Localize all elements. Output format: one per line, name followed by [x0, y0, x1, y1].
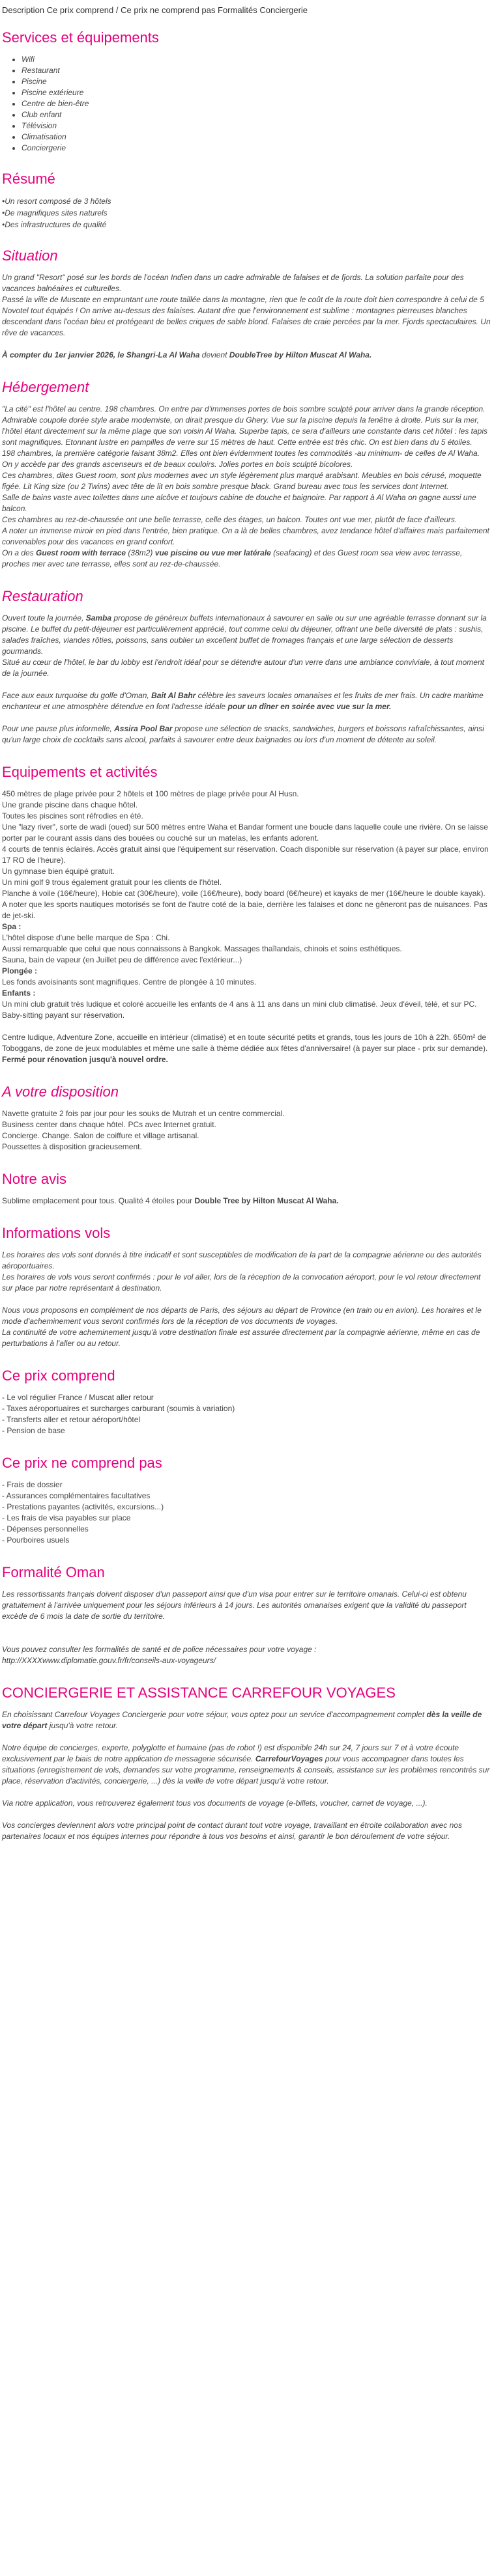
- text-part: Samba: [85, 613, 112, 623]
- spa-line: Sauna, bain de vapeur (en Juillet peu de différence avec l'extérieur...): [2, 955, 242, 964]
- ne-comprend-title: Ce prix ne comprend pas: [2, 1455, 162, 1471]
- disposition-line: Navette gratuite 2 fois par jour pour les souks de Mutrah et un centre commercial.: [2, 1109, 285, 1118]
- ne-comprend-list: [2, 1479, 492, 1546]
- hebergement-line: A noter un immense miroir en pied dans l'entrée, bien pratique. On a là de belles chambres, avez tendance hôtel d'affaires mais parfaitement convenables pour des vacances en grand confort.: [2, 526, 489, 546]
- text-part: Guest room with terrace: [36, 548, 126, 557]
- text-part: Assira Pool Bar: [114, 724, 173, 733]
- equipement-line: Planche à voile (16€/heure), Hobie cat (30€/heure), voile (16€/heure), body board (6€/heure) et kayaks de mer (16€/heure le double kayak).: [2, 889, 486, 898]
- formalite-paragraph: Vous pouvez consulter les formalités de santé et de police nécessaires pour votre voyage :: [2, 1645, 317, 1654]
- conciergerie-paragraph: Vos concierges deviennent alors votre principal point de contact durant tout votre voyage, travaillant en étroite collaboration avec nos partenaires locaux et nos équipes internes pour répondre à tous vos besoins et ainsi, garantir le bon déroulement de votre séjour.: [2, 1821, 462, 1841]
- service-item: • Wifi: [22, 54, 492, 65]
- service-item: • Centre de bien-être: [22, 98, 492, 109]
- text-part: pour un dîner en soirée avec vue sur la mer.: [227, 702, 392, 711]
- vols-paragraph: Les horaires des vols sont donnés à titre indicatif et sont susceptibles de modification de la part de la compagnie aérienne ou des autorités aéroportuaires.: [2, 1250, 482, 1270]
- text-part: Ouvert toute la journée,: [2, 613, 86, 623]
- service-item: • Piscine extérieure: [22, 87, 492, 98]
- hebergement-title: Hébergement: [2, 379, 89, 395]
- equipements-title: Equipements et activités: [2, 764, 158, 780]
- formalite-section: [2, 1564, 492, 1666]
- text-part: propose de généreux buffets internationaux à savourer en salle ou sur une agréable terrasse donnant sur la piscine. Le buffet du petit-déjeuner est particulièrement apprécié, tout comme celui du déjeuner, offrant une belle diversité de plats : sushis, salades fraîches, viandes rôties, poissons, sans oublier un excellent buffet de fromages français et une large sélection de desserts gourmands.: [2, 613, 487, 656]
- situation-paragraph: Un grand "Resort" posé sur les bords de l'océan Indien dans un cadre admirable de falaises et de fjords. La solution parfaite pour des vacances balnéaires et culturelles.: [2, 273, 464, 293]
- disposition-line: Business center dans chaque hôtel. PCs avec Internet gratuit.: [2, 1120, 216, 1129]
- services-list: [2, 54, 492, 154]
- disposition-line: Concierge. Change. Salon de coiffure et village artisanal.: [2, 1131, 199, 1140]
- ne-comprend-item: - Les frais de visa payables sur place: [2, 1513, 131, 1522]
- vols-title: Informations vols: [2, 1225, 111, 1241]
- enfants-line: Un mini club gratuit très ludique et coloré accueille les enfants de 4 ans à 11 ans dans un mini club climatisé. Jeux d'éveil, télé, et sur PC.: [2, 1000, 477, 1009]
- service-item: • Club enfant: [22, 109, 492, 120]
- text-part: jusqu'à votre retour.: [47, 1721, 118, 1730]
- hebergement-line: 198 chambres, la première catégorie faisant 38m2. Elles ont bien évidemment toutes les commodités -au minimum- de celles de Al Waha. On y accède par des grands ascenseurs et de beaux couloirs. Jolies portes en bois sculpté bicolores.: [2, 449, 480, 469]
- resume-item: • Un resort composé de 3 hôtels: [2, 195, 492, 207]
- tab-description[interactable]: Description: [2, 5, 45, 15]
- spa-line: L'hôtel dispose d'une belle marque de Spa : Chi.: [2, 933, 170, 942]
- formalite-title: Formalité Oman: [2, 1564, 105, 1580]
- resume-item: • Des infrastructures de qualité: [2, 219, 492, 231]
- resume-list: [2, 195, 492, 231]
- service-item: • Télévision: [22, 120, 492, 132]
- text-part: Sublime emplacement pour tous. Qualité 4 étoiles pour: [2, 1196, 195, 1205]
- hebergement-line: Salle de bains vaste avec toilettes dans une alcôve et toujours cabine de douche et baignoire. Par rapport à Al Waha on gagne aussi une balcon.: [2, 493, 476, 513]
- spa-line: Aussi remarquable que celui que nous connaissons à Bangkok. Massages thaïlandais, chinois et soins esthétiques.: [2, 944, 402, 953]
- situation-section: [2, 247, 492, 361]
- ne-comprend-item: - Frais de dossier: [2, 1480, 63, 1489]
- situation-title: Situation: [2, 247, 58, 264]
- text-part: dès la veille de votre départ: [2, 1710, 482, 1730]
- service-item: • Climatisation: [22, 132, 492, 143]
- text-part: Notre équipe de concierges, experte, polyglotte et humaine (pas de robot !) est disponible 24h sur 24, 7 jours sur 7 et à votre écoute exclusivement par le biais de notre application de messagerie sécurisée.: [2, 1743, 459, 1763]
- situation-note: [2, 350, 492, 361]
- adventure-zone-text: [2, 1032, 492, 1065]
- comprend-item: - Le vol régulier France / Muscat aller retour: [2, 1393, 154, 1402]
- vols-paragraph: Nous vous proposons en complément de nos départs de Paris, des séjours au départ de Province (en train ou en avion). Les horaires et le mode d'acheminement vous seront confirmés lors de la réception de vos documents de voyages.: [2, 1306, 482, 1326]
- equipement-line: Toutes les piscines sont réfrodies en été.: [2, 811, 143, 820]
- tab-formalites[interactable]: Formalités: [218, 5, 257, 15]
- restauration-paragraph: Situé au cœur de l'hôtel, le bar du lobby est l'endroit idéal pour se détendre autour d'un verre dans une ambiance conviviale, à tout moment de la journée.: [2, 658, 484, 678]
- tab-conciergerie[interactable]: Conciergerie: [259, 5, 308, 15]
- text-part: En choisissant Carrefour Voyages Conciergerie pour votre séjour, vous optez pour un service d'accompagnement complet: [2, 1710, 427, 1719]
- hebergement-line: "La cité" est l'hôtel au centre. 198 chambres. On entre par d'immenses portes de bois sombre sculpté pour arriver dans la grande réception. Admirable coupole dorée style arabe moderniste, on dirait presque du Ghery. Vue sur la piscine depuis la fenêtre à droite. Puis sur la mer, l'hôtel étant directement sur la même plage que son voisin Al Waha. Superbe tapis, ce sera d'ailleurs une constante dans cet hôtel : les tapis sont magnifiques. Etonnant lustre en pampilles de verre sur 15 mètres de haut. Cette entrée est très chic. On est bien dans du 5 étoiles.: [2, 404, 488, 447]
- equipement-line: 4 courts de tennis éclairés. Accès gratuit ainsi que l'équipement sur réservation. Coach disponible sur réservation (à payer sur place, environ 17 RO de l'heure).: [2, 845, 489, 865]
- text-part: CarrefourVoyages: [255, 1754, 323, 1763]
- enfants-text: [2, 999, 492, 1021]
- situation-paragraph: Passé la ville de Muscate en empruntant une route taillée dans la montagne, rien que le coût de la route doit bien correspondre à celui de 5 Novotel tout équipés ! On arrive au-dessus des falaises. Autant dire que l'environnement est sublime : montagnes pierreuses blanches descendant dans l'océan bleu et protégeant de belles criques de sable blond. Falaises de craie percées par la mer. Fjords spectaculaires. Un rêve de vacances.: [2, 295, 491, 337]
- resume-title: Résumé: [2, 171, 55, 187]
- disposition-line: Poussettes à disposition gracieusement.: [2, 1142, 142, 1151]
- disposition-text: [2, 1108, 492, 1153]
- plongee-label: Plongée :: [2, 966, 38, 975]
- text-part: Centre ludique, Adventure Zone, accueille en intérieur (climatisé) et en toute sécurité petits et grands, tous les jours de 10h à 22h. 650m² de Toboggans, de zone de jeux modulables et même une salle à thème dédiée aux fêtes d'anniversaire! (à payer sur place - prix sur demande).: [2, 1033, 488, 1053]
- text-part: propose une sélection de snacks, sandwiches, burgers et boissons rafraîchissantes, ainsi qu'un large choix de cocktails sans alcool, parfaits à savourer entre deux baignades ou lors d'un moment de détente au soleil.: [2, 724, 484, 744]
- equipement-line: Un gymnase bien équipé gratuit.: [2, 867, 115, 876]
- service-item: • Piscine: [22, 76, 492, 87]
- vols-paragraph: Les horaires de vols vous seront confirmés : pour le vol aller, lors de la réception de la convocation aéroport, pour le vol retour directement sur place par notre représentant à destination.: [2, 1272, 481, 1293]
- conciergerie-paragraph: [2, 1709, 492, 1731]
- conciergerie-paragraph: Via notre application, vous retrouverez également tous vos documents de voyage (e-billets, voucher, carnet de voyage, ...).: [2, 1799, 428, 1808]
- comprend-section: [2, 1367, 492, 1436]
- avis-section: [2, 1171, 492, 1207]
- tab-ce-prix-comprend[interactable]: Ce prix comprend: [46, 5, 114, 15]
- ne-comprend-item: - Prestations payantes (activités, excursions...): [2, 1502, 164, 1511]
- comprend-list: [2, 1392, 492, 1436]
- equipement-line: Une "lazy river", sorte de wadi (oued) sur 500 mètres entre Waha et Bandar forment une boucle dans laquelle coule une rivière. On se laisse porter par le courant assis dans des bouées ou couché sur un matelas, les enfants adorent.: [2, 822, 488, 843]
- ne-comprend-item: - Pourboires usuels: [2, 1535, 70, 1545]
- ne-comprend-section: [2, 1455, 492, 1546]
- disposition-title: A votre disposition: [2, 1084, 119, 1100]
- hebergement-rooms: [2, 548, 492, 570]
- plongee-text: [2, 977, 492, 988]
- hebergement-line: Ces chambres au rez-de-chaussée ont une belle terrasse, celle des étages, un balcon. Toutes ont vue mer, plutôt de face d'ailleurs.: [2, 515, 458, 524]
- spa-text: [2, 932, 492, 966]
- text-part: vue piscine ou vue mer latérale: [154, 548, 271, 557]
- equipements-section: [2, 764, 492, 1065]
- text-part: Pour une pause plus informelle,: [2, 724, 115, 733]
- formalite-link[interactable]: http://XXXXwww.diplomatie.gouv.fr/fr/conseils-aux-voyageurs/: [2, 1656, 216, 1665]
- comprend-title: Ce prix comprend: [2, 1367, 115, 1384]
- text-part: Fermé pour rénovation jusqu'à nouvel ordre.: [2, 1055, 168, 1064]
- avis-title: Notre avis: [2, 1171, 67, 1187]
- situation-note-part: À compter du 1er janvier 2026, le Shangri-La Al Waha: [2, 350, 200, 359]
- equipement-line: 450 mètres de plage privée pour 2 hôtels et 100 mètres de plage privée pour Al Husn.: [2, 789, 299, 798]
- comprend-item: - Transferts aller et retour aéroport/hôtel: [2, 1415, 141, 1424]
- equipements-text: [2, 789, 492, 921]
- formalite-paragraph: Les ressortissants français doivent disposer d'un passeport ainsi que d'un visa pour entrer sur le territoire omanais. Celui-ci est obtenu gratuitement à l'arrivée uniquement pour les séjours inférieurs à 14 jours. Les autorités omanaises exigent que la validité du passeport excède de 6 mois la date de sortie du territoire.: [2, 1589, 467, 1621]
- restauration-paragraph: [2, 690, 492, 712]
- comprend-item: - Pension de base: [2, 1426, 65, 1435]
- text-part: (38m2): [126, 548, 155, 557]
- vols-paragraph: La continuité de votre acheminement jusqu'à votre destination finale est assurée directement par la compagnie aérienne, même en cas de perturbations à l'aller ou au retour.: [2, 1328, 480, 1348]
- text-part: On a des: [2, 548, 36, 557]
- tab-separator: /: [115, 5, 119, 15]
- comprend-item: - Taxes aéroportuaires et surcharges carburant (soumis à variation): [2, 1404, 235, 1413]
- restauration-title: Restauration: [2, 588, 83, 604]
- ne-comprend-item: - Dépenses personnelles: [2, 1524, 89, 1533]
- text-part: célèbre les saveurs locales omanaises et les fruits de mer frais. Un cadre maritime enchanteur et une atmosphère détendue en font l'adresse idéale: [2, 691, 484, 711]
- tab-ne-comprend-pas[interactable]: Ce prix ne comprend pas: [121, 5, 216, 15]
- restauration-paragraph: [2, 723, 492, 746]
- restauration-section: [2, 588, 492, 746]
- text-part: (seafacing) et des Guest room sea view avec terrasse, proches mer avec une terrasse, elles sont au rez-de-chaussée.: [2, 548, 463, 568]
- service-item: • Restaurant: [22, 65, 492, 76]
- equipement-line: Un mini golf 9 trous également gratuit pour les clients de l'hôtel.: [2, 878, 222, 887]
- conciergerie-title: CONCIERGERIE ET ASSISTANCE CARREFOUR VOYAGES: [2, 1685, 396, 1701]
- disposition-section: [2, 1084, 492, 1153]
- situation-note-part: DoubleTree by Hilton Muscat Al Waha.: [229, 350, 372, 359]
- vols-section: [2, 1225, 492, 1349]
- text-part: Double Tree by Hilton Muscat Al Waha.: [194, 1196, 339, 1205]
- restauration-paragraph: [2, 613, 492, 657]
- enfants-label: Enfants :: [2, 988, 36, 998]
- situation-note-part: devient: [199, 350, 229, 359]
- text-part: Face aux eaux turquoise du golfe d'Oman,: [2, 691, 152, 700]
- hebergement-line: Ces chambres, dites Guest room, sont plus modernes avec un style légèrement plus marqué arabisant. Meubles en bois cérusé, moquette figée. Lit King size (ou 2 Twins) avec tête de lit en bois sombre presque black. Grand bureau avec tous les services dont Internet.: [2, 471, 482, 491]
- conciergerie-paragraph: [2, 1743, 492, 1787]
- spa-label: Spa :: [2, 922, 22, 931]
- hebergement-text: [2, 404, 492, 548]
- avis-text: [2, 1196, 492, 1207]
- service-item: • Conciergerie: [22, 143, 492, 154]
- text-part: pour vous accompagner dans toutes les situations (enregistrement de vols, demandes sur votre programme, renseignements & conseils, assistance sur les problèmes rencontrés sur place, réservation d'activités, conciergerie, ...) dès la veille de votre départ jusqu'à votre retour.: [2, 1754, 490, 1785]
- ne-comprend-item: - Assurances complémentaires facultatives: [2, 1491, 151, 1500]
- services-title: Services et équipements: [2, 29, 159, 46]
- equipement-line: Une grande piscine dans chaque hôtel.: [2, 800, 138, 809]
- enfants-line: Baby-sitting payant sur réservation.: [2, 1011, 125, 1020]
- text-part: Bait Al Bahr: [151, 691, 196, 700]
- plongee-line: Les fonds avoisinants sont magnifiques. Centre de plongée à 10 minutes.: [2, 977, 257, 987]
- tab-bar: [2, 5, 492, 15]
- hebergement-section: [2, 379, 492, 570]
- resume-item: • De magnifiques sites naturels: [2, 207, 492, 219]
- equipement-line: A noter que les sports nautiques motorisés se font de l'autre coté de la baie, derrière les falaises et donc ne gêneront pas de nuisances. Pas de jet-ski.: [2, 900, 487, 920]
- conciergerie-section: [2, 1685, 492, 1842]
